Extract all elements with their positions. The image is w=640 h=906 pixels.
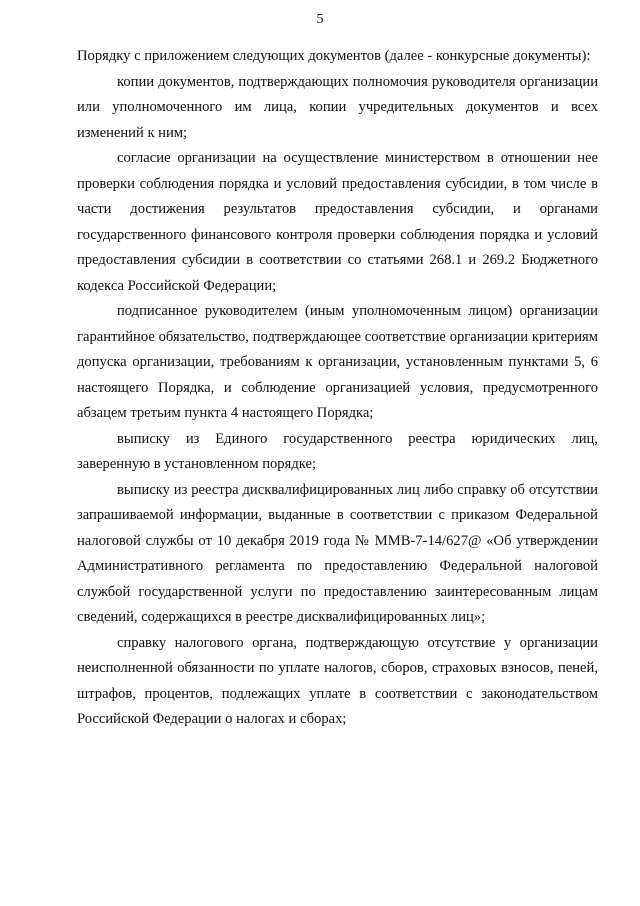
document-body (77, 44, 598, 733)
paragraph-disqualified-registry-extract: выписку из реестра дисквалифицированных лиц либо справку об отсутствии запрашиваемой информации, выданные в соответствии с приказом Федеральной налоговой службы от 10 декабря 2019 года № ММВ-7-14/627@ «Об утверждении Административного регламента по предоставлению Федеральной налоговой службой государственной услуги по предоставлению заинтересованным лицам сведений, содержащихся в реестре дисквалифицированных лиц»; (77, 481, 598, 625)
paragraph-copies-of-documents: копии документов, подтверждающих полномочия руководителя организации или уполномоченного им лица, копии учредительных документов и всех изменений к ним; (77, 73, 598, 141)
paragraph-tax-certificate: справку налогового органа, подтверждающую отсутствие у организации неисполненной обязанности по уплате налогов, сборов, страховых взносов, пеней, штрафов, процентов, подлежащих уплате в соответствии с законодательством Российской Федерации о налогах и сборах; (77, 634, 598, 727)
paragraph-consent-to-inspection: согласие организации на осуществление министерством в отношении нее проверки соблюдения порядка и условий предоставления субсидии, в том числе в части достижения результатов предоставления субсидии, и органами государственного финансового контроля проверки соблюдения порядка и условий предоставления субсидии в соответствии со статьями 268.1 и 269.2 Бюджетного кодекса Российской Федерации; (77, 150, 598, 294)
paragraph-continuation: Порядку с приложением следующих документов (далее - конкурсные документы): (77, 48, 591, 64)
page-number: 5 (316, 12, 324, 27)
paragraph-egrul-extract: выписку из Единого государственного реестра юридических лиц, заверенную в установленном порядке; (77, 430, 598, 472)
paragraph-guarantee-obligation: подписанное руководителем (иным уполномоченным лицом) организации гарантийное обязательство, подтверждающее соответствие организации критериям допуска организации, требованиям к организации, установленным пунктами 5, 6 настоящего Порядка, и соблюдение организацией условия, предусмотренного абзацем третьим пункта 4 настоящего Порядка; (77, 303, 598, 421)
